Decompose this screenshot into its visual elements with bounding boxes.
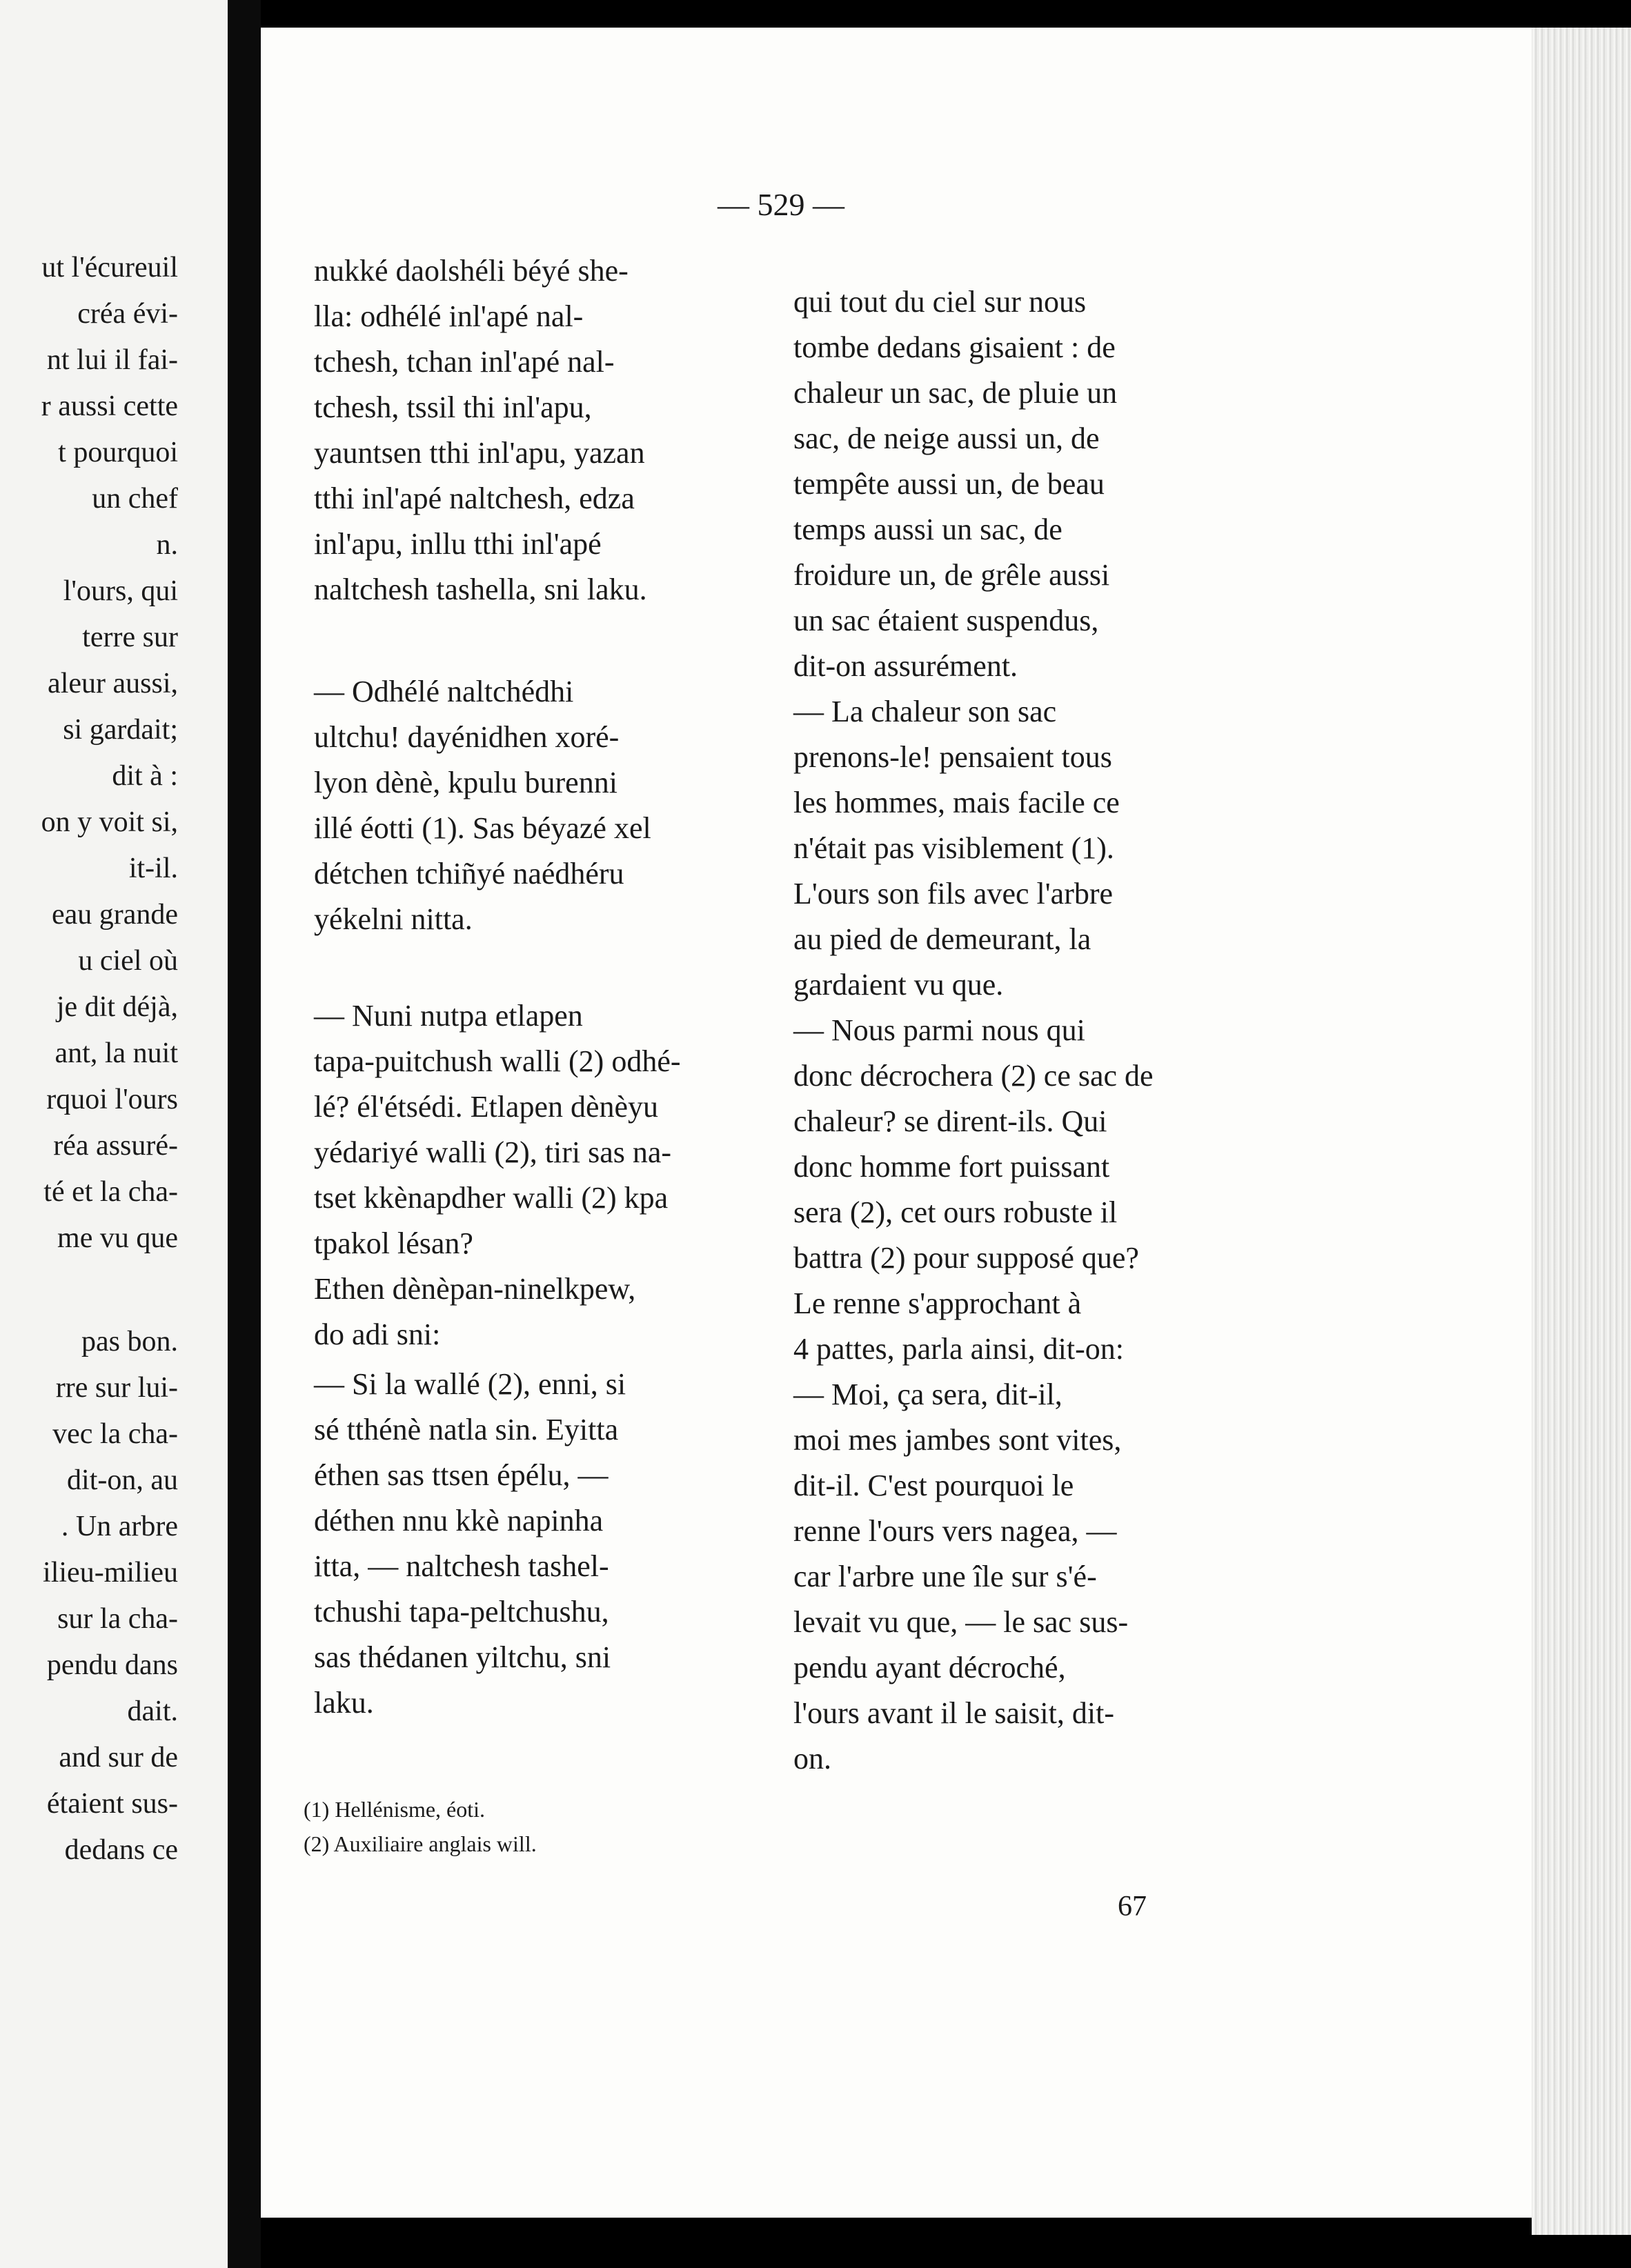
left-page [0,0,228,2268]
left-line: terre sur [82,621,178,653]
text-line: dit-il. C'est pourquoi le [793,1469,1074,1502]
left-line: dit-on, au [67,1464,178,1496]
text-line: moi mes jambes sont vites, [793,1423,1122,1457]
text-line: Ethen dènèpan-ninelkpew, [314,1272,636,1306]
text-line: sé tthénè natla sin. Eyitta [314,1413,619,1446]
text-line: Le renne s'approchant à [793,1286,1082,1320]
book-gutter [228,0,261,2268]
text-line: donc décrochera (2) ce sac de [793,1059,1154,1093]
text-line: l'ours avant il le saisit, dit- [793,1696,1114,1730]
text-line: levait vu que, — le sac sus- [793,1605,1129,1639]
text-line: on. [793,1742,831,1775]
left-line: . Un arbre [61,1511,178,1542]
left-line: un chef [92,483,178,515]
left-line: ant, la nuit [55,1037,178,1069]
text-line: prenons-le! pensaient tous [793,740,1112,774]
left-line: rquoi l'ours [46,1084,178,1115]
text-line: tapa-puitchush walli (2) odhé- [314,1044,681,1078]
text-line: battra (2) pour supposé que? [793,1241,1139,1275]
left-line: on y voit si, [41,806,178,838]
text-line: dit-on assurément. [793,649,1018,683]
text-line: car l'arbre une île sur s'é- [793,1560,1097,1593]
left-line: dedans ce [64,1834,178,1866]
left-line: dit à : [112,760,178,792]
text-line: gardaient vu que. [793,968,1004,1002]
text-line: les hommes, mais facile ce [793,786,1120,819]
text-line: déthen nnu kkè napinha [314,1504,604,1538]
text-line: tempête aussi un, de beau [793,467,1105,501]
left-line: t pourquoi [58,437,178,468]
left-line: me vu que [57,1222,178,1254]
footnote-2: (2) Auxiliaire anglais will. [304,1831,537,1856]
text-line: au pied de demeurant, la [793,922,1091,956]
text-line: temps aussi un sac, de [793,513,1062,546]
text-line: tchesh, tchan inl'apé nal- [314,345,615,379]
text-line: — Nous parmi nous qui [793,1013,1085,1047]
text-line: ultchu! dayénidhen xoré- [314,720,620,754]
text-line: sas thédanen yiltchu, sni [314,1640,611,1674]
left-line: créa évi- [77,298,178,330]
left-line: nt lui il fai- [46,344,178,376]
text-line: sera (2), cet ours robuste il [793,1195,1118,1229]
left-line: eau grande [51,899,178,931]
text-line: 4 pattes, parla ainsi, dit-on: [793,1332,1124,1366]
left-line: aleur aussi, [48,668,178,699]
text-line: yékelni nitta. [314,902,473,936]
page-number-header: — 529 — [718,187,844,222]
text-line: do adi sni: [314,1317,441,1351]
text-line: lyon dènè, kpulu burenni [314,766,617,799]
text-line: lé? él'étsédi. Etlapen dènèyu [314,1090,659,1124]
text-line: détchen tchiñyé naédhéru [314,857,624,891]
left-line: n. [156,529,178,561]
text-line: tchesh, tssil thi inl'apu, [314,390,592,424]
left-line: ilieu-milieu [43,1557,178,1589]
left-line: ut l'écureuil [41,252,178,284]
text-line: qui tout du ciel sur nous [793,285,1087,319]
text-line: chaleur un sac, de pluie un [793,376,1118,410]
left-line: rre sur lui- [55,1372,178,1404]
signature-folio: 67 [1118,1891,1147,1922]
text-line: — Odhélé naltchédhi [314,675,574,708]
text-line: éthen sas ttsen épélu, — [314,1458,609,1492]
text-line: sac, de neige aussi un, de [793,421,1100,455]
text-line: un sac étaient suspendus, [793,604,1099,637]
text-line: yédariyé walli (2), tiri sas na- [314,1135,672,1169]
left-line: pendu dans [46,1649,178,1681]
left-line: sur la cha- [57,1603,178,1635]
left-line: dait. [127,1695,178,1727]
left-line: u ciel où [78,945,178,977]
text-line: — La chaleur son sac [793,695,1057,728]
left-line: je dit déjà, [56,991,178,1023]
text-line: tthi inl'apé naltchesh, edza [314,481,635,515]
text-line: donc homme fort puissant [793,1150,1110,1184]
text-line: tpakol lésan? [314,1226,473,1260]
text-line: L'ours son fils avec l'arbre [793,877,1114,911]
text-line: tset kkènapdher walli (2) kpa [314,1181,669,1215]
text-line: — Moi, ça sera, dit-il, [793,1377,1062,1411]
text-line: n'était pas visiblement (1). [793,831,1114,865]
left-line: r aussi cette [41,390,178,422]
text-line: inl'apu, inllu tthi inl'apé [314,527,602,561]
text-line: chaleur? se dirent-ils. Qui [793,1104,1107,1138]
text-line: renne l'ours vers nagea, — [793,1514,1117,1548]
left-line: étaient sus- [46,1788,178,1820]
text-line: — Nuni nutpa etlapen [314,999,583,1033]
left-line: vec la cha- [52,1418,178,1450]
text-line: illé éotti (1). Sas béyazé xel [314,811,651,845]
footnote-1: (1) Hellénisme, éoti. [304,1797,486,1822]
left-line: pas bon. [81,1326,178,1357]
text-line: laku. [314,1686,374,1720]
left-line: té et la cha- [43,1176,178,1208]
text-line: yauntsen tthi inl'apu, yazan [314,436,645,470]
text-line: nukké daolshéli béyé she- [314,254,629,288]
text-line: froidure un, de grêle aussi [793,558,1110,592]
left-line: réa assuré- [53,1130,178,1162]
text-line: itta, — naltchesh tashel- [314,1549,609,1583]
text-line: lla: odhélé inl'apé nal- [314,299,584,333]
left-line: and sur de [59,1742,178,1773]
text-line: tchushi tapa-peltchushu, [314,1595,609,1629]
text-line: tombe dedans gisaient : de [793,330,1116,364]
left-line: l'ours, qui [63,575,178,607]
page-edge [1532,28,1631,2235]
left-line: it-il. [128,853,178,884]
text-line: naltchesh tashella, sni laku. [314,573,647,606]
text-line: pendu ayant décroché, [793,1651,1066,1684]
text-line: — Si la wallé (2), enni, si [314,1367,626,1401]
left-line: si gardait; [63,714,178,746]
